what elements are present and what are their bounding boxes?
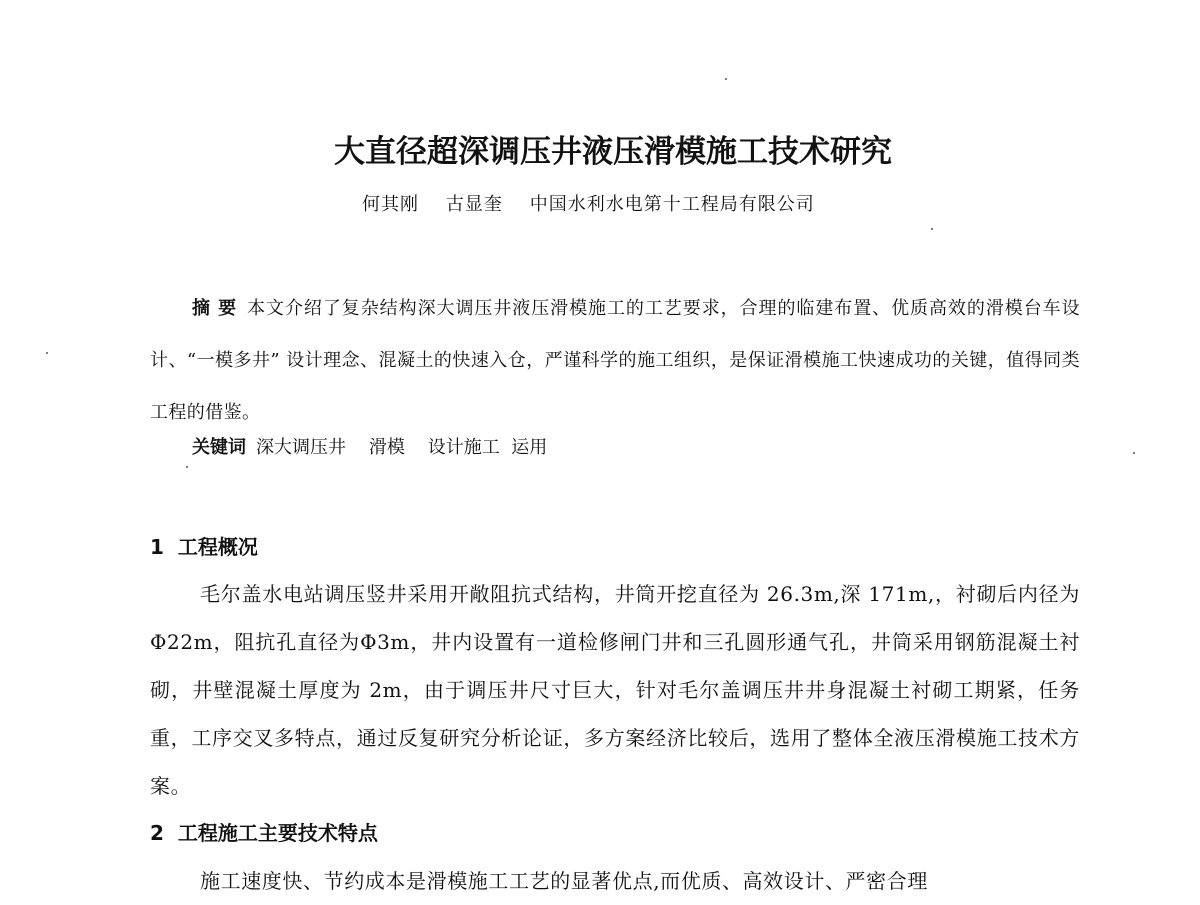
abstract-text: 本文介绍了复杂结构深大调压井液压滑模施工的工艺要求，合理的临建布置、优质高效的滑模台车设计、“一模多井” 设计理念、混凝土的快速入仓，严谨科学的施工组织，是保证滑模施工快速成功的关键，值得同类工程的借鉴。 (150, 298, 1080, 423)
abstract-label: 摘 要 (192, 298, 238, 319)
keywords-text: 深大调压井 滑模 设计施工 运用 (256, 437, 548, 458)
scan-speck (931, 228, 933, 230)
section-heading-1: 1 工程概况 (150, 535, 258, 559)
section-heading-2: 2 工程施工主要技术特点 (150, 821, 378, 845)
paper-title: 大直径超深调压井液压滑模施工技术研究 (334, 134, 892, 170)
scan-speck (186, 466, 188, 468)
section-paragraph-1: 毛尔盖水电站调压竖井采用开敞阻抗式结构，井筒开挖直径为 26.3m,深 171m,，衬砌后内径为Φ22m，阻抗孔直径为Φ3m，井内设置有一道检修闸门井和三孔圆形通气孔，井筒采用钢筋混凝土衬砌，井壁混凝土厚度为 2m，由于调压井尺寸巨大，针对毛尔盖调压井井身混凝土衬砌工期紧，任务重，工序交叉多特点，通过反复研究分析论证，多方案经济比较后，选用了整体全液压滑模施工技术方案。 (150, 582, 1080, 798)
section-paragraph-2: 施工速度快、节约成本是滑模施工工艺的显著优点,而优质、高效设计、严密合理 (200, 869, 928, 893)
keywords-label: 关键词 (192, 437, 246, 458)
keywords-line (192, 433, 547, 459)
abstract-paragraph (150, 283, 1080, 439)
scan-speck (46, 352, 48, 354)
scan-speck (725, 78, 727, 80)
scan-speck (1133, 452, 1135, 454)
author-line: 何其刚 古显奎 中国水利水电第十工程局有限公司 (362, 194, 815, 215)
